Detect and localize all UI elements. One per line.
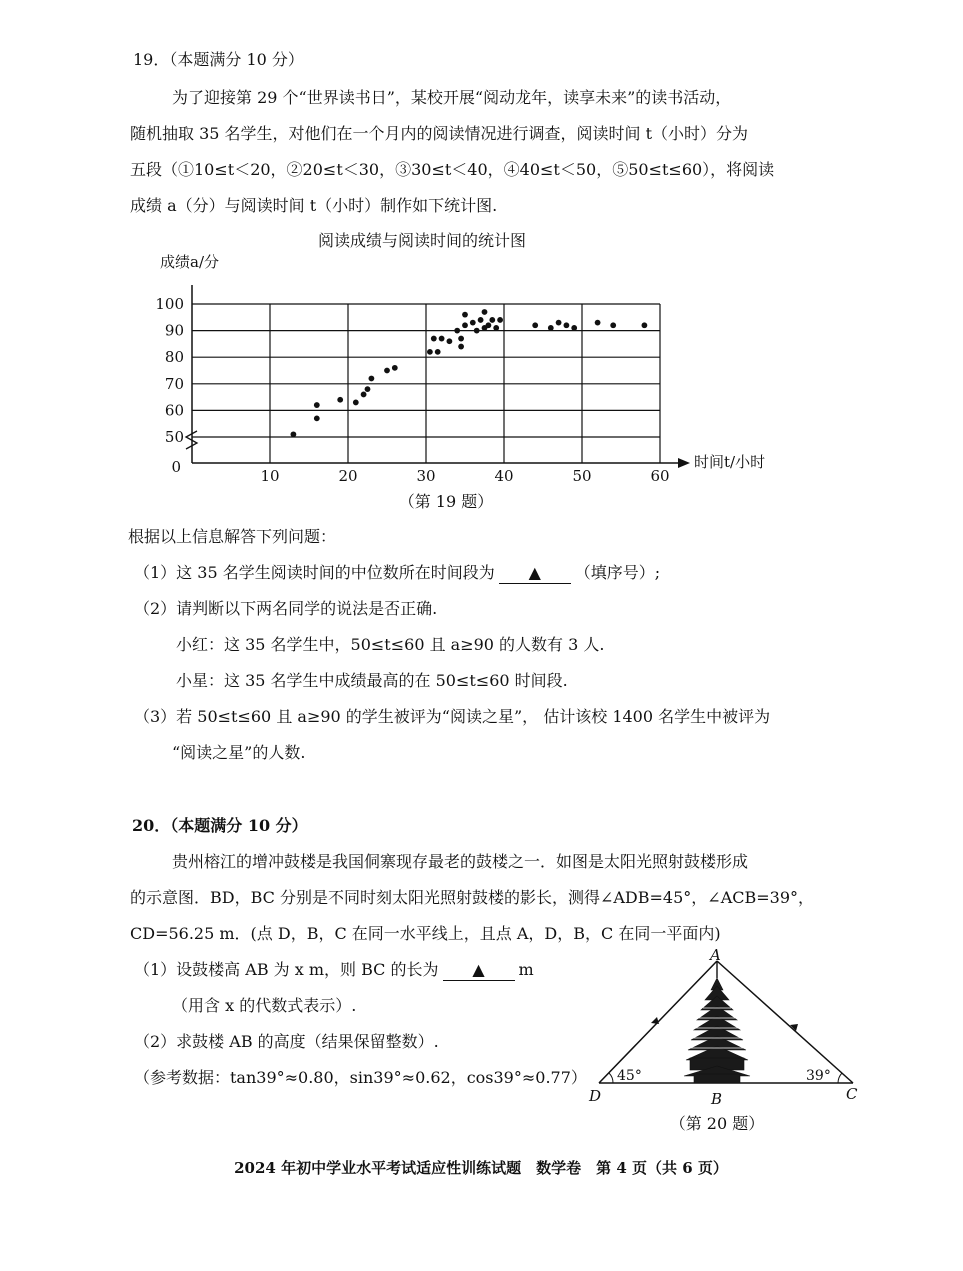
x-tick-label: 50	[572, 467, 592, 485]
drum-tower-icon	[684, 962, 750, 1083]
q19-header: 19．（本题满分 10 分）	[133, 50, 304, 69]
x-tick-label: 30	[416, 467, 436, 485]
y-tick-label: 100	[155, 295, 184, 313]
data-point	[532, 322, 538, 328]
q19-intro-line-1: 为了迎接第 29 个“世界读书日”，某校开展“阅动龙年，读享未来”的读书活动，	[172, 88, 732, 107]
data-point	[486, 322, 492, 328]
data-point	[564, 322, 570, 328]
data-point	[556, 320, 562, 326]
q20-part-1-unit: m	[518, 960, 534, 979]
q20-figure-caption: （第 20 题）	[669, 1114, 765, 1133]
data-point	[435, 349, 441, 355]
point-c-label: C	[846, 1085, 858, 1103]
data-point	[314, 415, 320, 421]
chart-x-label: 时间t/小时	[694, 453, 766, 471]
data-point	[548, 325, 554, 331]
chart-x-ticks	[260, 467, 669, 485]
data-point	[447, 338, 453, 344]
x-tick-label: 60	[650, 467, 670, 485]
chart-grid	[192, 304, 660, 463]
y-tick-label: 50	[164, 428, 184, 446]
q19-intro-line-4: 成绩 a（分）与阅读时间 t（小时）制作如下统计图.	[130, 196, 498, 215]
chart-origin-label: 0	[171, 458, 181, 476]
q20-intro-line-3: CD=56.25 m．(点 D，B，C 在同一水平线上，且点 A，D，B，C 在同一平面内)	[130, 924, 721, 943]
data-point	[427, 349, 433, 355]
q19-xiaoxing-claim: 小星：这 35 名学生中成绩最高的在 50≤t≤60 时间段.	[176, 671, 568, 690]
q20-part-2: （2）求鼓楼 AB 的高度（结果保留整数）.	[134, 1032, 439, 1051]
data-point	[369, 376, 375, 382]
y-tick-label: 80	[164, 348, 184, 367]
chart-y-label: 成绩a/分	[160, 253, 219, 271]
data-point	[478, 317, 484, 323]
y-tick-label: 60	[164, 401, 184, 420]
chart-title: 阅读成绩与阅读时间的统计图	[317, 231, 527, 250]
q20-part-1-text: （1）设鼓楼高 AB 为 x m，则 BC 的长为	[134, 960, 439, 979]
point-d-label: D	[589, 1087, 602, 1105]
x-tick-label: 20	[338, 467, 358, 485]
q20-intro-line-1: 贵州榕江的增冲鼓楼是我国侗寨现存最老的鼓楼之一．如图是太阳光照射鼓楼形成	[172, 852, 749, 871]
q19-figure-caption: （第 19 题）	[398, 492, 494, 511]
angle-arc-c	[838, 1073, 842, 1083]
angle-arc-d	[609, 1073, 613, 1083]
angle-d-label: 45°	[617, 1068, 642, 1084]
q20-part-1-note: （用含 x 的代数式表示）.	[172, 996, 357, 1015]
q19-part-1-text: （1）这 35 名学生阅读时间的中位数所在时间段为	[134, 563, 495, 582]
data-point	[392, 365, 398, 371]
data-point	[462, 312, 468, 318]
axis-break-icon	[186, 431, 197, 449]
q19-part-3-line-2: “阅读之星”的人数.	[172, 743, 306, 762]
data-point	[571, 325, 577, 331]
data-point	[462, 322, 468, 328]
data-point	[458, 336, 464, 342]
q19-scatter-chart	[0, 220, 963, 740]
data-point	[431, 336, 437, 342]
data-point	[493, 325, 499, 331]
q19-part-2: （2）请判断以下两名同学的说法是否正确.	[134, 599, 438, 618]
q19-part-1-tail: （填序号）;	[574, 563, 661, 582]
q19-xiaohong-claim: 小红：这 35 名学生中，50≤t≤60 且 a≥90 的人数有 3 人.	[176, 635, 605, 654]
data-point	[642, 322, 648, 328]
data-point	[489, 317, 495, 323]
q19-part-1	[134, 563, 660, 584]
data-point	[482, 309, 488, 315]
data-point	[353, 400, 359, 406]
data-point	[439, 336, 445, 342]
page-footer: 2024 年初中学业水平考试适应性训练试题 数学卷 第 4 页（共 6 页）	[234, 1159, 728, 1177]
point-a-label: A	[710, 946, 721, 964]
x-tick-label: 40	[494, 467, 514, 485]
data-point	[595, 320, 601, 326]
data-point	[361, 392, 367, 398]
data-point	[337, 397, 343, 403]
data-point	[365, 386, 371, 392]
data-point	[497, 317, 503, 323]
q19-intro-line-2: 随机抽取 35 名学生，对他们在一个月内的阅读情况进行调查，阅读时间 t（小时）分为	[130, 124, 749, 143]
q19-answer-blank-1: ▲	[499, 563, 571, 584]
q20-answer-blank-1: ▲	[443, 960, 515, 981]
angle-c-label: 39°	[806, 1068, 831, 1084]
q20-part-1	[134, 960, 534, 981]
q20-reference-data: （参考数据：tan39°≈0.80，sin39°≈0.62，cos39°≈0.77）	[134, 1068, 587, 1087]
q19-lead: 根据以上信息解答下列问题：	[128, 527, 337, 546]
chart-points	[291, 309, 648, 437]
point-b-label: B	[711, 1090, 723, 1108]
data-point	[458, 344, 464, 350]
light-ray-arrow-icon	[651, 1017, 659, 1024]
data-point	[291, 431, 297, 437]
q20-header: 20．（本题满分 10 分）	[132, 816, 308, 835]
y-tick-label: 90	[164, 321, 184, 340]
data-point	[474, 328, 480, 334]
data-point	[454, 328, 460, 334]
data-point	[470, 320, 476, 326]
q19-part-3-line-1: （3）若 50≤t≤60 且 a≥90 的学生被评为“阅读之星”， 估计该校 1400 名学生中被评为	[134, 707, 771, 726]
q19-intro-line-3: 五段（①10≤t＜20，②20≤t＜30，③30≤t＜40，④40≤t＜50，⑤50≤t≤60），将阅读	[130, 160, 775, 179]
data-point	[610, 322, 616, 328]
x-tick-label: 10	[260, 467, 280, 485]
data-point	[384, 368, 390, 374]
q20-drum-tower-figure	[580, 945, 880, 1145]
chart-y-ticks	[155, 295, 184, 446]
data-point	[314, 402, 320, 408]
y-tick-label: 70	[164, 374, 184, 393]
chart-x-arrow-icon	[678, 458, 690, 468]
q20-intro-line-2: 的示意图．BD，BC 分别是不同时刻太阳光照射鼓楼的影长，测得∠ADB=45°，∠ACB=39°，	[130, 888, 815, 907]
